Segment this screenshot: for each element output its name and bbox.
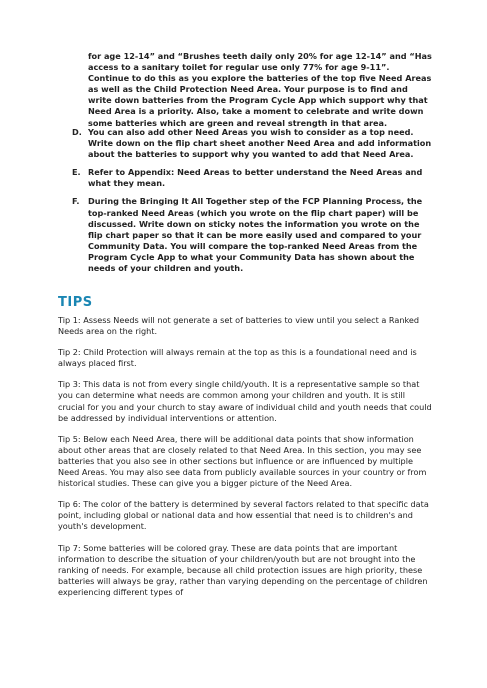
tip-paragraph-7: Tip 7: Some batteries will be colored gray. These are data points that are important information to describe the situation of your children/youth but are not brought into the ranking of needs. For example, because all child protection issues are high priority, these batteries will always be gray, rather than varying depending on the percentage of children experiencing different types of	[58, 542, 428, 597]
step-text: During the Bringing It All Together step of the FCP Planning Process, the top-ranked Need Areas (which you wrote on the flip chart paper) will be discussed. Write down on sticky notes the information you wrote on the flip chart paper so that it can be more easily used and compared to your Community Data. You will compare the top-ranked Need Areas from the Program Cycle App to what your Community Data has shown about the needs of your children and youth.	[88, 196, 423, 274]
tip-paragraph-3: Tip 3: This data is not from every single child/youth. It is a representative sample so that you can determine what needs are common among your children and youth. It is still crucial for you and your church to stay aware of individual child and youth needs that could be addressed by individual interventions or attention.	[58, 379, 432, 423]
step-letter: F.	[72, 196, 80, 207]
step-item-e	[72, 167, 434, 189]
step-text: Refer to Appendix: Need Areas to better understand the Need Areas and what they mean.	[88, 167, 423, 189]
tip-paragraph-5: Tip 5: Below each Need Area, there will be additional data points that show information about other areas that are closely related to that Need Area. In this section, you may see batteries that you also see in other sections but influence or are influenced by multiple Need Areas. You may also see data from publicly available sources in your country or from historical studies. These can give you a bigger picture of the Need Area.	[58, 433, 427, 489]
step-letter: E.	[72, 167, 81, 178]
step-letter: D.	[72, 127, 82, 137]
step-text: You can also add other Need Areas you wish to consider as a top need. Write down on the flip chart sheet another Need Area and add information about the batteries to support why you wanted to add that Need Area.	[88, 127, 432, 160]
tips-section	[58, 315, 434, 608]
tips-heading: TIPS	[58, 295, 93, 310]
continued-step-text	[88, 51, 433, 129]
tip-paragraph-6: Tip 6: The color of the battery is determined by several factors related to that specific data point, including global or national data and how essential that need is to children's and youth's development.	[58, 499, 429, 532]
steps-list	[72, 127, 434, 281]
continuation-paragraph: for age 12-14” and “Brushes teeth daily only 20% for age 12-14” and “Has access to a sanitary toilet for regular use only 77% for age 9-11”. Continue to do this as you explore the batteries of the top five Need Areas as well as the Child Protection Need Area. Your purpose is to find and write down batteries from the Program Cycle App which support why that Need Area is a priority. Also, take a moment to celebrate and write down some batteries which are green and reveal strength in that area.	[88, 51, 432, 128]
step-item-f	[72, 196, 434, 274]
tip-paragraph-1: Tip 1: Assess Needs will not generate a set of batteries to view until you select a Ranked Needs area on the right.	[58, 315, 420, 337]
step-item-d	[72, 127, 434, 160]
tip-paragraph-2: Tip 2: Child Protection will always remain at the top as this is a foundational need and is always placed first.	[58, 347, 417, 369]
